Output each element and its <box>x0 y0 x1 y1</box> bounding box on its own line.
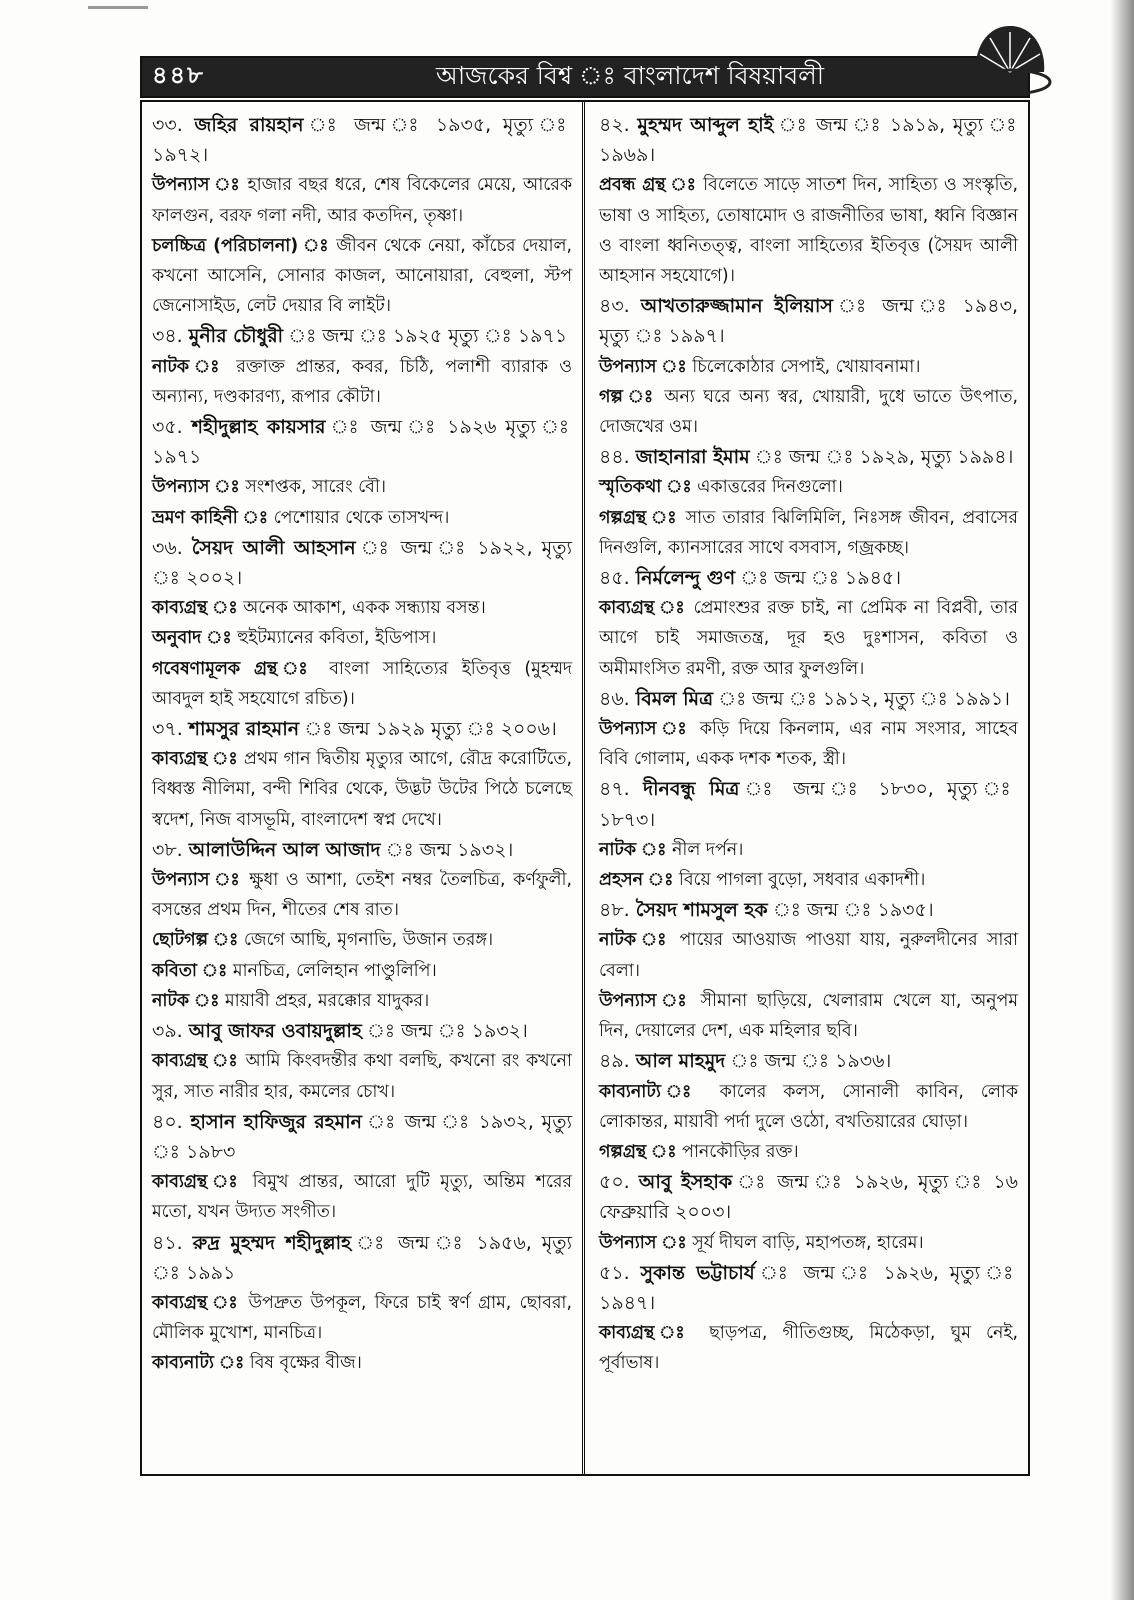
right-column <box>585 102 1028 1474</box>
works-line <box>599 925 1018 985</box>
works-line <box>152 623 572 653</box>
author-dates: ঃ জন্ম ঃ ১৯১২, মৃত্যু ঃ ১৯৯১। <box>746 687 1010 710</box>
works-label: কাব্যগ্রন্থ ঃ <box>152 1292 241 1313</box>
author-name: শামসুর রাহমান <box>188 718 300 741</box>
works-line <box>152 231 572 322</box>
works-text: কড়ি দিয়ে কিনলাম, এর নাম সংসার, সাহেব বিবি গোলাম, একক দশক শতক, স্ত্রী। <box>599 719 1018 770</box>
works-label: চলচ্চিত্র (পরিচালনা) ঃ <box>152 235 330 256</box>
author-dates: ঃ জন্ম ঃ ১৯২৯, মৃত্যু ১৯৯৪। <box>782 446 1014 469</box>
author-name: আল মাহমুদ <box>635 1050 726 1073</box>
works-label: গল্প ঃ <box>599 386 657 407</box>
entry-heading <box>599 110 1018 170</box>
works-label: কাব্যগ্রন্থ ঃ <box>152 1172 243 1193</box>
author-name: শহীদুল্লাহ কায়সার <box>191 416 326 439</box>
works-text: পানকৌড়ির রক্ত। <box>682 1141 799 1162</box>
works-text: মায়াবী প্রহর, মরক্কোর যাদুকর। <box>224 990 430 1011</box>
entry-number: ৪৮. <box>599 899 630 922</box>
author-name: দীনবন্ধু মিত্র <box>643 778 740 801</box>
entry-heading <box>152 714 572 744</box>
works-label: কাব্যগ্রন্থ ঃ <box>152 749 238 770</box>
entry-number: ৩৩. <box>152 114 183 136</box>
works-label: উপন্যাস ঃ <box>599 356 687 377</box>
works-text: বিয়ে পাগলা বুড়ো, সধবার একাদশী। <box>678 870 926 891</box>
works-line <box>599 472 1018 502</box>
author-dates: ঃ জন্ম ১৯২৯ মৃত্যু ঃ ২০০৬। <box>332 718 557 741</box>
works-line <box>152 352 572 412</box>
entry-number: ৪৪. <box>599 446 630 469</box>
author-dates: ঃ জন্ম ঃ ১৯৪৩, মৃত্যু ঃ ১৯৯৭। <box>599 295 1018 348</box>
works-text: বিলেতে সাড়ে সাতশ দিন, সাহিত্য ও সংস্কৃতি, ভাষা ও সাহিত্য, তোষামোদ ও রাজনীতির ভাষা, ধ্বনি বিজ্ঞান ও বাংলা ধ্বনিতত্ত্ব, বাংলা সাহিত্যের ইতিবৃত্ত (সৈয়দ আলী আহসান সহযোগে)। <box>599 175 1019 287</box>
works-label: কবিতা ঃ <box>152 960 228 981</box>
works-label: কাব্যগ্রন্থ ঃ <box>152 598 238 619</box>
works-line <box>152 1348 572 1378</box>
author-name: হাসান হাফিজুর রহমান <box>190 1110 363 1133</box>
author-dates: ঃ জন্ম ঃ ১৯৩৫। <box>800 899 934 922</box>
author-name: মুনীর চৌধুরী <box>188 325 284 348</box>
author-dates: ঃ জন্ম ঃ ১৯২৬, মৃত্যু ঃ ১৯৪৭। <box>599 1261 1018 1314</box>
author-dates: ঃ জন্ম ঃ ১৯২২, মৃত্যু ঃ ২০০২। <box>152 536 572 590</box>
author-dates: ঃ জন্ম ঃ ১৯৩৬। <box>758 1050 892 1073</box>
works-line <box>152 865 572 925</box>
entry-heading <box>152 110 572 170</box>
works-label: উপন্যাস ঃ <box>152 477 240 498</box>
entry-heading <box>599 774 1018 834</box>
entry-heading <box>152 1016 572 1046</box>
works-label: প্রহসন ঃ <box>599 870 674 891</box>
author-dates: ঃ জন্ম ১৯৩২। <box>413 838 514 861</box>
entry-number: ৩৯. <box>152 1020 183 1043</box>
entry-heading <box>152 412 572 472</box>
entry-number: ৫১. <box>599 1261 630 1284</box>
author-name: সৈয়দ শামসুল হক <box>635 899 768 922</box>
works-line <box>599 593 1018 684</box>
entry-number: ৪৯. <box>599 1050 630 1073</box>
works-line <box>152 503 572 533</box>
entry-heading <box>152 533 572 593</box>
works-line <box>152 1167 572 1227</box>
entry-number: ৩৬. <box>152 536 183 559</box>
works-label: কাব্যনাট্য ঃ <box>152 1353 245 1374</box>
works-text: উপদ্রুত উপকূল, ফিরে চাই স্বর্ণ গ্রাম, ছোবরা, মৌলিক মুখোশ, মানচিত্র। <box>152 1292 572 1344</box>
works-label: গল্পগ্রন্থ ঃ <box>599 507 679 528</box>
works-label: প্রবন্ধ গ্রন্থ ঃ <box>599 175 697 196</box>
works-text: নীল দর্পন। <box>671 839 744 860</box>
works-line <box>152 654 572 714</box>
entry-number: ৩৮. <box>152 838 183 861</box>
entry-number: ৩৪. <box>152 325 183 348</box>
works-text: ছাড়পত্র, গীতিগুচ্ছ, মিঠেকড়া, ঘুম নেই, পূর্বাভাষ। <box>599 1323 1018 1374</box>
works-line <box>599 835 1018 865</box>
works-label: নাটক ঃ <box>599 930 671 951</box>
book-binding-shadow <box>1110 0 1134 1600</box>
works-text: একাত্তরের দিনগুলো। <box>697 477 843 498</box>
works-label: গল্পগ্রন্থ ঃ <box>599 1141 677 1162</box>
author-dates: ঃ জন্ম ঃ ১৯১৯, মৃত্যু ঃ ১৯৬৯। <box>599 114 1018 167</box>
author-dates: ঃ জন্ম ঃ ১৯৩২। <box>395 1020 528 1043</box>
entry-number: ৪৭. <box>599 778 630 801</box>
author-name: জহির রায়হান <box>194 114 304 136</box>
entry-number: ৪১. <box>152 1231 183 1254</box>
works-label: অনুবাদ ঃ <box>152 628 232 649</box>
works-label: কাব্যগ্রন্থ ঃ <box>152 1051 239 1072</box>
works-label: কাব্যনাট্য ঃ <box>599 1081 703 1102</box>
entry-heading <box>599 291 1018 351</box>
works-line <box>599 865 1018 895</box>
works-label: নাটক ঃ <box>152 356 226 377</box>
entry-number: ৪৬. <box>599 687 630 710</box>
author-dates: ঃ জন্ম ঃ ১৮৩০, মৃত্যু ঃ ১৮৭৩। <box>599 778 1018 831</box>
entry-number: ৩৭. <box>152 718 183 741</box>
author-name: মুহম্মদ আব্দুল হাই <box>637 114 774 136</box>
works-line <box>152 744 572 835</box>
works-label: নাটক ঃ <box>599 839 667 860</box>
works-text: সূর্য দীঘল বাড়ি, মহাপতঙ্গ, হারেম। <box>692 1232 924 1253</box>
works-text: আমি কিংবদন্তীর কথা বলছি, কখনো রং কখনো সুর, সাত নারীর হার, কমলের চোখ। <box>152 1051 572 1102</box>
scan-mark <box>88 6 148 9</box>
works-text: কালের কলস, সোনালী কাবিন, লোক লোকান্তর, মায়াবী পর্দা দুলে ওঠো, বখতিয়ারের ঘোড়া। <box>599 1081 1019 1132</box>
author-dates: ঃ জন্ম ঃ ১৯৩৫, মৃত্যু ঃ ১৯৭২। <box>152 114 573 167</box>
works-text: বাংলা সাহিত্যের ইতিবৃত্ত (মুহম্মদ আবদুল হাই সহযোগে রচিত)। <box>152 658 573 709</box>
works-text: হাজার বছর ধরে, শেষ বিকেলের মেয়ে, আরেক ফালগুন, বরফ গলা নদী, আর কতদিন, তৃষ্ণা। <box>152 175 573 226</box>
works-line <box>599 1228 1018 1258</box>
works-text: অনেক আকাশ, একক সন্ধ্যায় বসন্ত। <box>243 598 486 619</box>
author-name: রুদ্র মুহম্মদ শহীদুল্লাহ <box>192 1231 352 1254</box>
entry-heading <box>152 1228 572 1288</box>
works-line <box>152 1288 572 1348</box>
entry-number: ৫০. <box>599 1171 630 1194</box>
author-dates: ঃ জন্ম ঃ ১৯২৫ মৃত্যু ঃ ১৯৭১ <box>316 325 568 348</box>
works-text: পেশোয়ার থেকে তাসখন্দ। <box>273 507 450 528</box>
author-dates: ঃ জন্ম ঃ ১৯২৬ মৃত্যু ঃ ১৯৭১ <box>152 416 572 469</box>
book-page <box>140 56 1030 1476</box>
works-label: কাব্যগ্রন্থ ঃ <box>599 598 687 619</box>
works-text: সীমানা ছাড়িয়ে, খেলারাম খেলে যা, অনুপম দিন, দেয়ালের দেশ, এক মহিলার ছবি। <box>599 990 1018 1042</box>
works-label: গবেষণামূলক গ্রন্থ ঃ <box>152 658 316 679</box>
author-name: আখতারুজ্জামান ইলিয়াস <box>640 295 833 318</box>
author-dates: ঃ জন্ম ঃ ১৯২৬, মৃত্যু ঃ ১৬ ফেব্রুয়ারি ২০০৩। <box>599 1171 1018 1224</box>
author-name: আবু ইসহাক <box>638 1171 733 1194</box>
works-text: ক্ষুধা ও আশা, তেইশ নম্বর তৈলচিত্র, কর্ণফুলী, বসন্তের প্রথম দিন, শীতের শেষ রাত। <box>152 870 573 921</box>
entry-heading <box>599 1167 1018 1227</box>
works-text: বিষ বৃক্ষের বীজ। <box>249 1353 362 1374</box>
content-frame <box>140 100 1030 1476</box>
author-name: সুকান্ত ভট্টাচার্য <box>640 1261 755 1284</box>
entry-heading <box>599 684 1018 714</box>
works-text: হুইটম্যানের কবিতা, ইডিপাস। <box>237 628 437 649</box>
works-line <box>599 1077 1018 1137</box>
works-line <box>152 170 572 230</box>
works-line <box>152 1046 572 1106</box>
works-text: প্রেমাংশুর রক্ত চাই, না প্রেমিক না বিপ্লবী, তার আগে চাই সমাজতন্ত্র, দূর হও দুঃশাসন, কবিতা ও অমীমাংসিত রমণী, রক্ত আর ফুলগুলি। <box>599 598 1018 679</box>
works-line <box>152 472 572 502</box>
works-label: উপন্যাস ঃ <box>152 870 242 891</box>
works-label: উপন্যাস ঃ <box>152 175 241 196</box>
entry-heading <box>152 835 572 865</box>
works-line <box>152 956 572 986</box>
works-text: জেগে আছি, মৃগনাভি, উজান তরঙ্গ। <box>243 930 494 951</box>
entry-heading <box>599 563 1018 593</box>
works-line <box>599 714 1018 774</box>
entry-heading <box>599 1046 1018 1076</box>
page-number: ৪৪৮ <box>152 61 205 89</box>
works-label: ছোটগল্প ঃ <box>152 930 239 951</box>
works-label: উপন্যাস ঃ <box>599 990 691 1011</box>
entry-heading <box>599 442 1018 472</box>
entry-heading <box>599 1258 1018 1318</box>
works-text: অন্য ঘরে অন্য স্বর, খোয়ারী, দুধে ভাতে উৎপাত, দোজখের ওম। <box>599 386 1018 438</box>
works-label: নাটক ঃ <box>152 990 220 1011</box>
author-dates: ঃ জন্ম ঃ ১৯৪৫। <box>768 567 902 590</box>
works-line <box>152 925 572 955</box>
works-line <box>152 986 572 1016</box>
works-text: সংশপ্তক, সারেং বৌ। <box>245 477 387 498</box>
author-name: নির্মলেন্দু গুণ <box>635 567 736 590</box>
author-dates: ঃ জন্ম ঃ ১৯৩২, মৃত্যু ঃ ১৯৮৩ <box>152 1110 572 1163</box>
works-label: কাব্যগ্রন্থ ঃ <box>599 1323 695 1344</box>
author-name: জাহানারা ইমাম <box>635 446 750 469</box>
entry-heading <box>152 321 572 351</box>
publisher-emblem-icon <box>966 20 1054 100</box>
entry-heading <box>152 1107 572 1167</box>
works-text: মানচিত্র, লেলিহান পাণ্ডুলিপি। <box>232 960 437 981</box>
page-header <box>140 56 1030 98</box>
running-title: আজকের বিশ্ব ঃ বাংলাদেশ বিষয়াবলী <box>436 60 824 90</box>
entry-number: ৪৫. <box>599 567 630 590</box>
entry-number: ৪২. <box>599 114 630 136</box>
works-label: ভ্রমণ কাহিনী ঃ <box>152 507 269 528</box>
works-label: উপন্যাস ঃ <box>599 719 691 740</box>
works-label: উপন্যাস ঃ <box>599 1232 687 1253</box>
works-text: রক্তাক্ত প্রান্তর, কবর, চিঠি, পলাশী ব্যারাক ও অন্যান্য, দণ্ডকারণ্য, রূপার কৌটা। <box>152 356 572 407</box>
works-text: সাত তারার ঝিলিমিলি, নিঃসঙ্গ জীবন, প্রবাসের দিনগুলি, ক্যানসারের সাথে বসবাস, গজ্রকচ্ছ। <box>599 507 1018 558</box>
entry-heading <box>599 895 1018 925</box>
works-line <box>599 503 1018 563</box>
works-line <box>599 986 1018 1046</box>
works-text: প্রথম গান দ্বিতীয় মৃত্যুর আগে, রৌদ্র করোটিতে, বিধ্বস্ত নীলিমা, বন্দী শিবির থেকে, উদ্ভট উটের পিঠে চলেছে স্বদেশ, নিজ বাসভূমি, বাংলাদেশ স্বপ্ন দেখে। <box>152 749 572 830</box>
works-line <box>599 1137 1018 1167</box>
entry-number: ৪৩. <box>599 295 630 318</box>
works-label: স্মৃতিকথা ঃ <box>599 477 692 498</box>
works-text: বিমুখ প্রান্তর, আরো দুটি মৃত্যু, অন্তিম শরের মতো, যখন উদ্যত সংগীত। <box>152 1172 572 1223</box>
works-text: জীবন থেকে নেয়া, কাঁচের দেয়াল, কখনো আসেনি, সোনার কাজল, আনোয়ারা, বেহুলা, স্টপ জেনোসাইড, লেট দেয়ার বি লাইট। <box>152 235 572 317</box>
author-name: আলাউদ্দিন আল আজাদ <box>188 838 381 861</box>
author-name: বিমল মিত্র <box>635 687 714 710</box>
left-column <box>142 102 585 1474</box>
works-line <box>599 352 1018 382</box>
author-name: সৈয়দ আলী আহসান <box>191 536 356 559</box>
works-line <box>152 593 572 623</box>
works-line <box>599 382 1018 442</box>
entry-number: ৪০. <box>152 1110 183 1133</box>
author-name: আবু জাফর ওবায়দুল্লাহ <box>188 1020 362 1043</box>
works-line <box>599 170 1018 291</box>
works-text: চিলেকোঠার সেপাই, খোয়াবনামা। <box>692 356 921 377</box>
author-dates: ঃ জন্ম ঃ ১৯৫৬, মৃত্যু ঃ ১৯৯১ <box>152 1231 573 1284</box>
entry-number: ৩৫. <box>152 416 183 439</box>
works-line <box>599 1318 1018 1378</box>
works-text: পায়ের আওয়াজ পাওয়া যায়, নুরুলদীনের সারা বেলা। <box>599 930 1019 981</box>
